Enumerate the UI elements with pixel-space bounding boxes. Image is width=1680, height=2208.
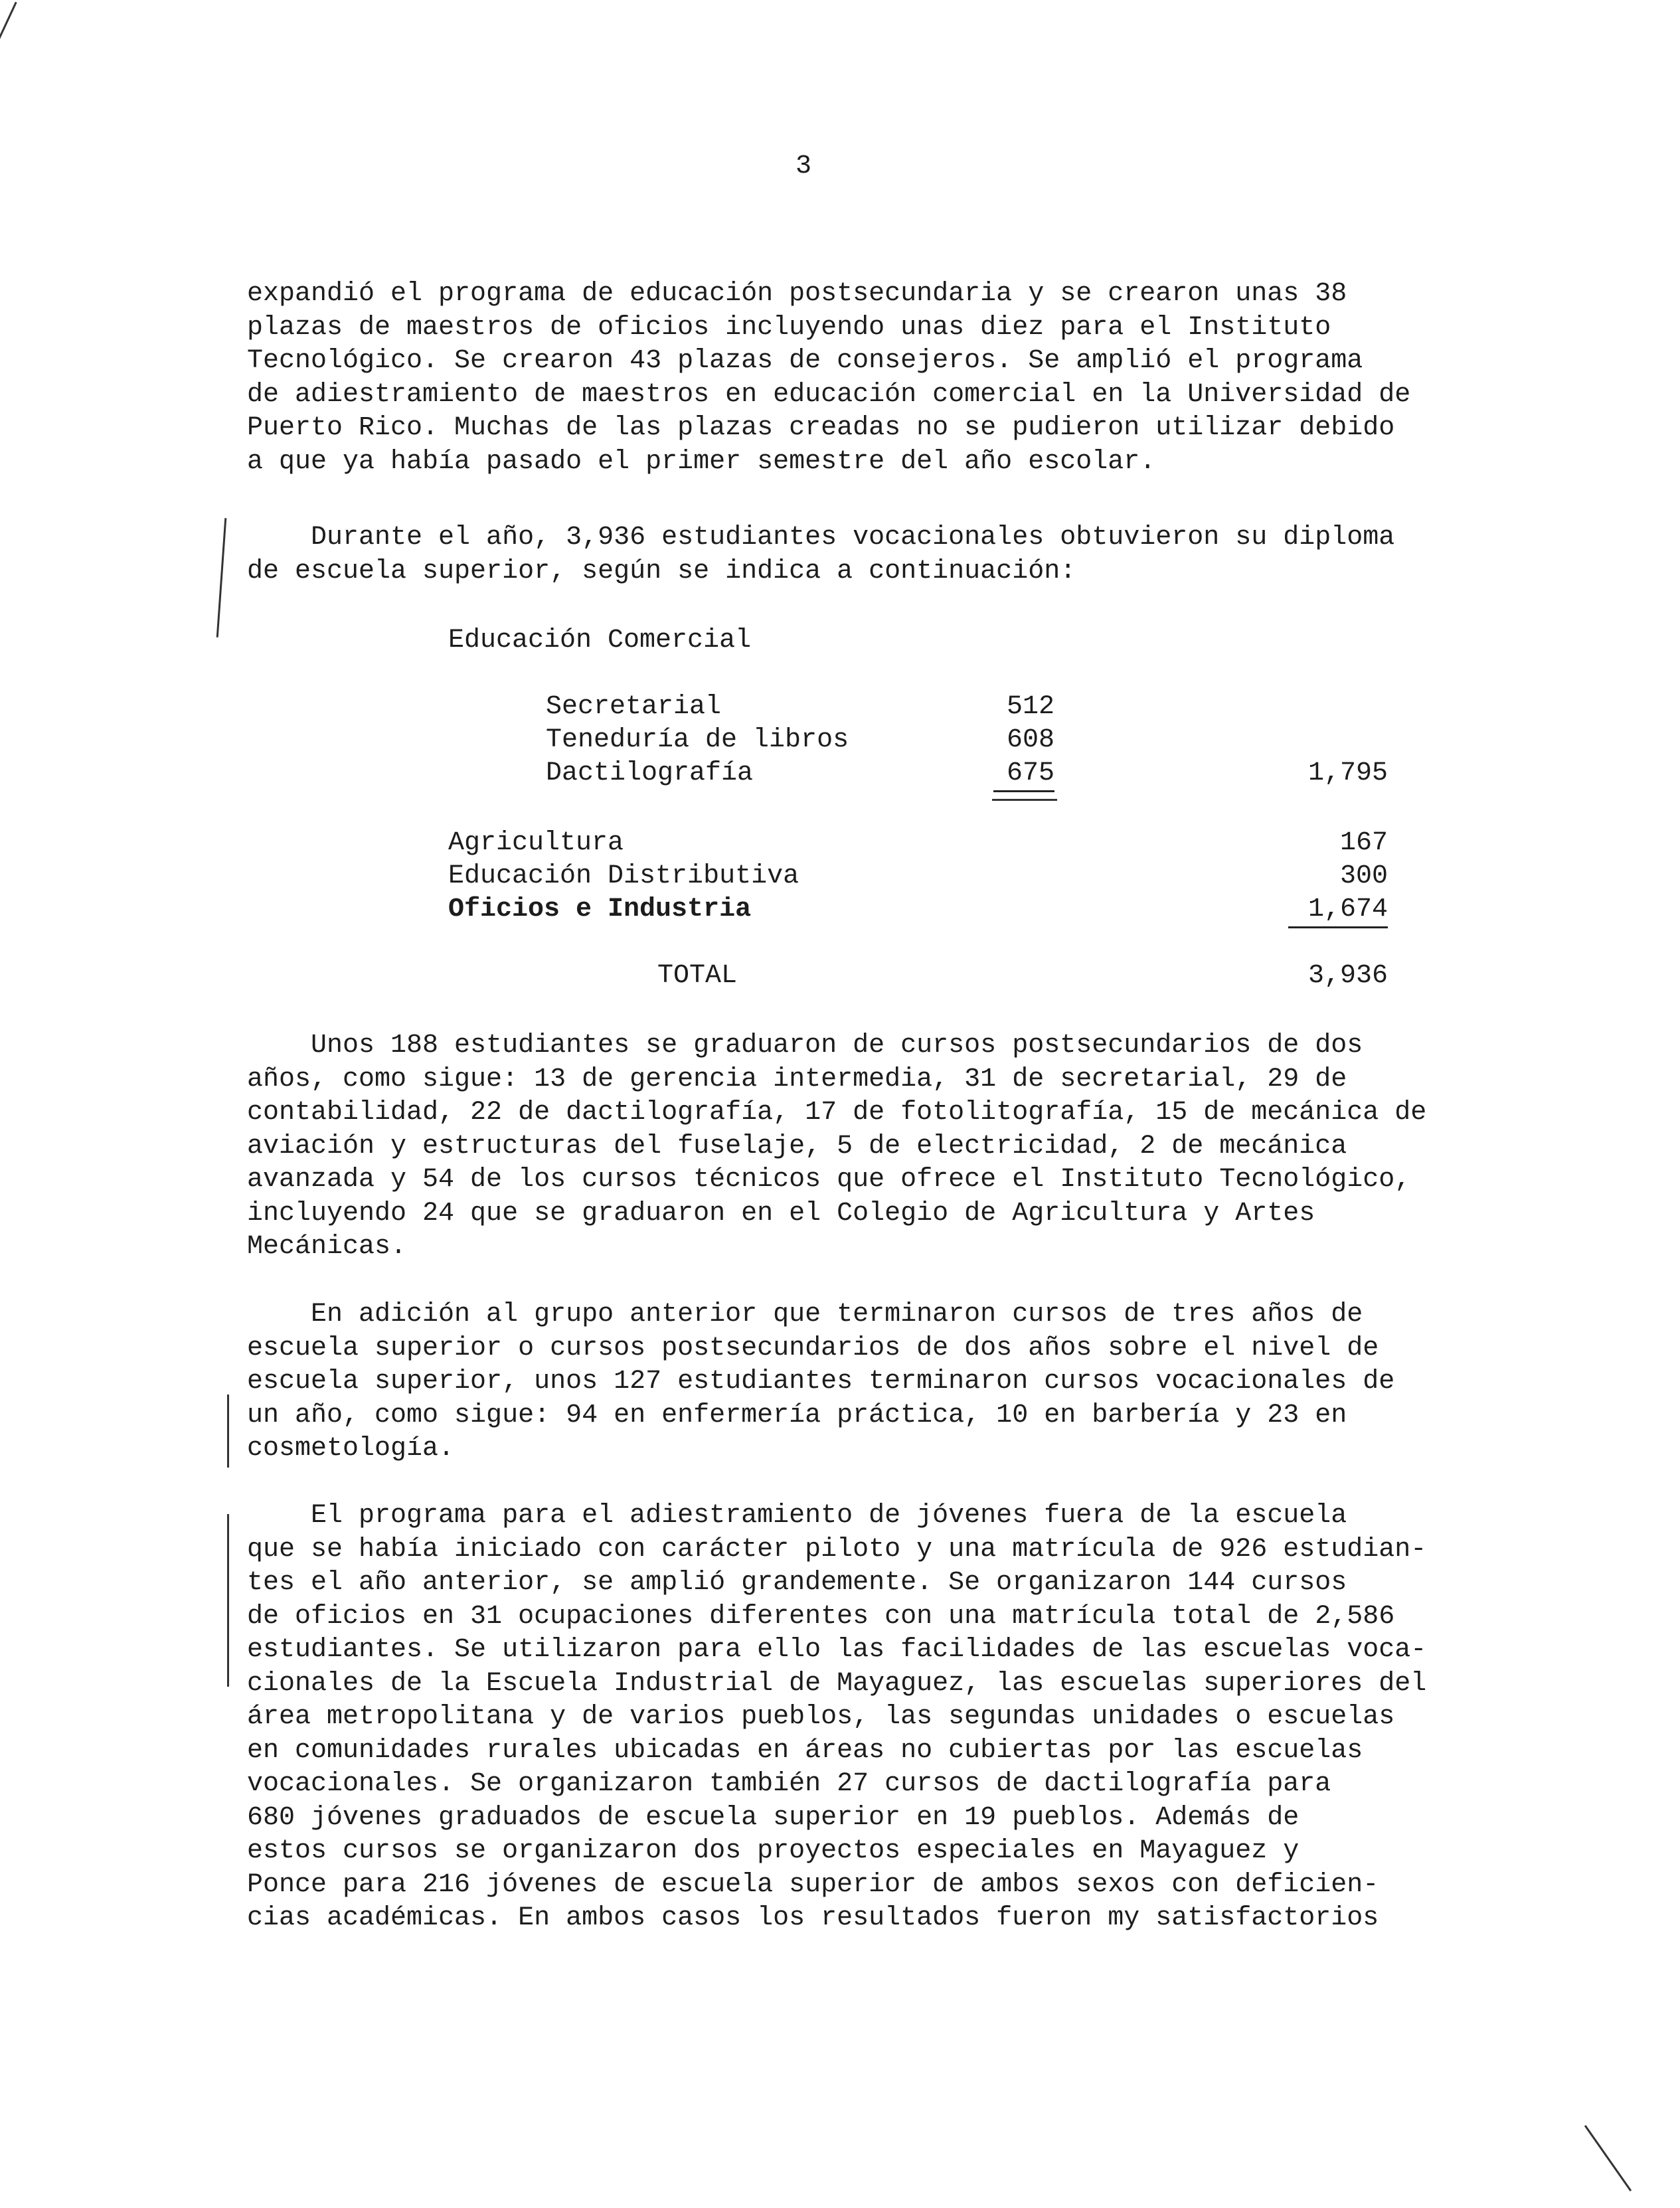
table-row-value: 167 xyxy=(1339,828,1388,858)
table-row-label: Teneduría de libros xyxy=(546,725,849,755)
table-group-total: 1,795 xyxy=(1307,758,1388,788)
table-row-label: Dactilografía xyxy=(546,758,754,788)
table-row-value: 300 xyxy=(1339,861,1388,891)
table-group-heading: Educación Comercial xyxy=(448,626,752,655)
paragraph-3: Unos 188 estudiantes se graduaron de cursos postsecundarios de dos años, como sigue: 13 de gerencia intermedia, 31 de secretarial, 29 de contabilidad, 22 de dactilografía, 17 de fotolitografía, 15 de mecánica de aviación y estructuras del fuselaje, 5 de electricidad, 2 de mecánica avanzada y 54 de los cursos técnicos que ofrece el Instituto Tecnológico, incluyendo 24 que se graduaron en el Colegio de Agricultura y Artes Mecánicas. xyxy=(247,1031,1427,1262)
table-row-label: Agricultura xyxy=(448,828,624,858)
table-row-value: 1,674 xyxy=(1288,893,1388,928)
table-total-label: TOTAL xyxy=(657,961,738,991)
table-row-value: 608 xyxy=(1006,725,1054,755)
table-row-label: Secretarial xyxy=(546,692,722,722)
paragraph-5: El programa para el adiestramiento de jóvenes fuera de la escuela que se había iniciado con carácter piloto y una matrícula de 926 estudian- tes el año anterior, se amplió grandemente. Se organizaron 144 cursos de oficios en 31 ocupaciones diferentes con una matrícula total de 2,586 estudiantes. Se utilizaron para ello las facilidades de las escuelas voca- cionales de la Escuela Industrial de Mayaguez, las escuelas superiores del área metropolitana y de varios pueblos, las segundas unidades o escuelas en comunidades rurales ubicadas en áreas no cubiertas por las escuelas vocacionales. Se organizaron también 27 cursos de dactilografía para 680 jóvenes graduados de escuela superior en 19 pueblos. Además de estos cursos se organizaron dos proyectos especiales en Mayaguez y Ponce para 216 jóvenes de escuela superior de ambos sexos con deficien- cias académicas. En ambos casos los resultados fueron my satisfactorios xyxy=(247,1501,1427,1933)
paragraph-1: expandió el programa de educación postsecundaria y se crearon unas 38 plazas de maestros de oficios incluyendo unas diez para el Instituto Tecnológico. Se crearon 43 plazas de consejeros. Se amplió el programa de adiestramiento de maestros en educación comercial en la Universidad de Puerto Rico. Muchas de las plazas creadas no se pudieron utilizar debido a que ya había pasado el primer semestre del año escolar. xyxy=(247,279,1411,477)
underline-divider xyxy=(992,799,1057,801)
table-total-value: 3,936 xyxy=(1307,961,1388,991)
table-row-value: 512 xyxy=(1006,692,1054,722)
margin-mark xyxy=(216,518,227,637)
margin-mark xyxy=(0,2,17,45)
paragraph-4: En adición al grupo anterior que terminaron cursos de tres años de escuela superior o cursos postsecundarios de dos años sobre el nivel de escuela superior, unos 127 estudiantes terminaron cursos vocacionales de un año, como sigue: 94 en enfermería práctica, 10 en barbería y 23 en cosmetología. xyxy=(247,1300,1395,1464)
margin-mark xyxy=(227,1514,229,1687)
paragraph-2: Durante el año, 3,936 estudiantes vocacionales obtuvieron su diploma de escuela superior, según se indica a continuación: xyxy=(247,523,1395,586)
table-row-label: Educación Distributiva xyxy=(448,861,799,891)
table-row-value: 675 xyxy=(993,757,1054,792)
margin-mark xyxy=(227,1395,229,1468)
page-number: 3 xyxy=(796,151,812,181)
table-row-label: Oficios e Industria xyxy=(448,894,752,924)
margin-mark xyxy=(1584,2125,1632,2191)
